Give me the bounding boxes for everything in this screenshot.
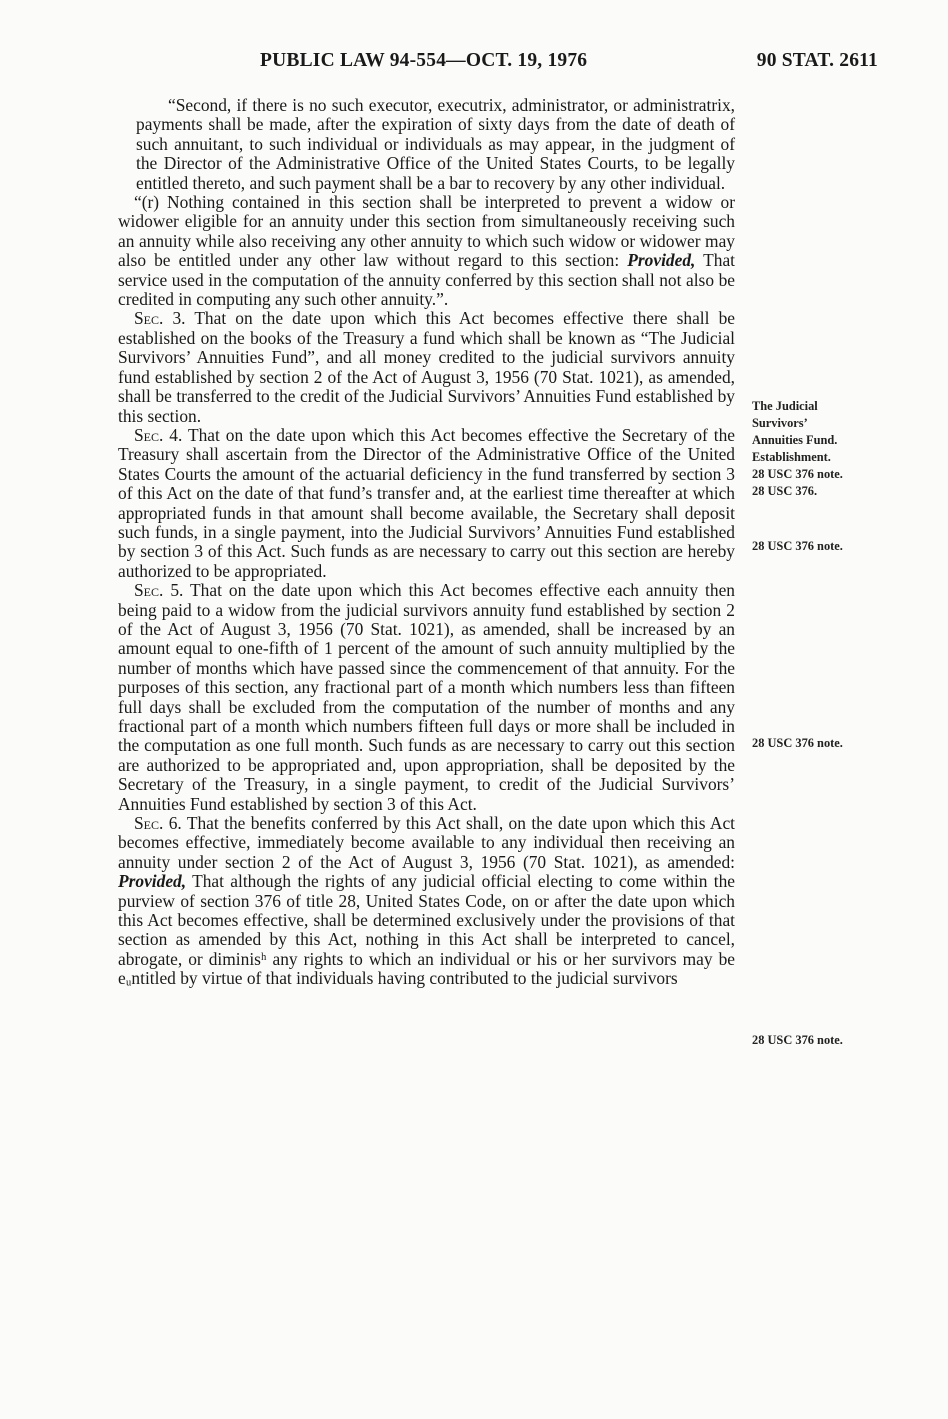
margin-note-sec5: 28 USC 376 note. [752, 736, 843, 750]
paragraph-subsection-r [118, 193, 735, 309]
section-label: Sec. 5. [134, 580, 184, 601]
paragraph-second-payments [118, 96, 735, 193]
section-text: That the benefits conferred by this Act shall, on the date upon which this Act becomes effective, immediately become available to any individual then receiving an annuity under section 2 of the Act of August 3, 1956 (70 Stat. 1021), as amended: [118, 813, 735, 872]
margin-note-judicial-survivors-fund [752, 398, 892, 500]
margin-note-line: 28 USC 376 note. [752, 467, 843, 481]
section-5 [118, 581, 735, 814]
section-label: Sec. 3. [134, 308, 186, 329]
header-title: PUBLIC LAW 94-554—OCT. 19, 1976 [260, 50, 588, 71]
margin-note-sec4: 28 USC 376 note. [752, 539, 843, 553]
header-stat-page: 90 STAT. 2611 [756, 50, 878, 71]
section-text: That on the date upon which this Act becomes effective the Secretary of the Treasury shall ascertain from the Director of the Administrative Office of the United States Courts the amount of the actuarial deficiency in the fund transferred by section 3 of this Act on the date of that fund’s transfer and, at the earliest time thereafter at which appropriated funds in that amount shall become available, the Secretary shall deposit such funds, in a single payment, into the Judicial Survivors’ Annuities Fund established by section 3 of this Act. Such funds as are necessary to carry out this section are hereby authorized to be appropriated. [118, 424, 735, 581]
margin-note-line: Annuities Fund. [752, 433, 838, 447]
section-3 [118, 309, 735, 425]
page-header [118, 50, 878, 78]
paragraph-text: “Second, if there is no such executor, executrix, administrator, or administratrix, payments shall be made, after the expiration of sixty days from the date of death of such annuitant, to such individual or individuals as may appear, in the judgment of the Director of the Administrative Office of the United States Courts, to be legally entitled thereto, and such payment shall be a bar to recovery by any other individual. [136, 95, 735, 193]
section-label: Sec. 6. [134, 813, 182, 834]
paragraph-text: That service used in the computation of the annuity conferred by this section shall not also be credited in computing any such other annuity.”. [118, 250, 735, 310]
provided-term: Provided, [627, 250, 696, 271]
paragraph-text: “(r) Nothing contained in this section shall be interpreted to prevent a widow or widower eligible for an annuity under this section from simultaneously receiving such an annuity while also receiving any other annuity to which such widow or widower may also be entitled under any other law without regard to this section: [118, 192, 735, 271]
section-text: That on the date upon which this Act becomes effective there shall be established on the books of the Treasury a fund which shall be known as “The Judicial Survivors’ Annuities Fund”, and all money credited to the judicial survivors annuity fund established by section 2 of the Act of August 3, 1956 (70 Stat. 1021), as amended, shall be transferred to the credit of the Judicial Survivors’ Annuities Fund established by this section. [118, 308, 735, 426]
section-4 [118, 426, 735, 581]
section-text: That on the date upon which this Act becomes effective each annuity then being paid to a widow from the judicial survivors annuity fund established by section 2 of the Act of August 3, 1956 (70 Stat. 1021), as amended, shall be increased by an amount equal to one-fifth of 1 percent of the amount of such annuity multiplied by the number of months which have passed since the commencement of that annuity. For the purposes of this section, any fractional part of a month which numbers less than fifteen full days shall be excluded from the computation of the number of months and any fractional part of a month which numbers fifteen full days or more shall be included in the computation as one full month. Such funds as are necessary to carry out this section are authorized to be appropriated and, upon appropriation, shall be deposited by the Secretary of the Treasury, in a single payment, to credit of the Judicial Survivors’ Annuities Fund established by section 3 of this Act. [118, 580, 735, 814]
section-6 [118, 814, 735, 989]
margin-note-sec6: 28 USC 376 note. [752, 1033, 843, 1047]
margin-note-line: Survivors’ [752, 416, 808, 430]
section-text: That although the rights of any judicial official electing to come within the purview of section 376 of title 28, United States Code, on or after the date upon which this Act becomes effective, shall be determined exclusively under the provisions of that section as amended by this Act, nothing in this Act shall be interpreted to cancel, abrogate, or diminisʰ any rights to which an individual or his or her survivors may be eᵤntitled by virtue of that individuals having contributed to the judicial survivors [118, 871, 735, 989]
body-text [118, 96, 735, 989]
provided-term: Provided, [118, 871, 187, 892]
section-label: Sec. 4. [134, 424, 183, 445]
margin-note-line: 28 USC 376. [752, 484, 818, 498]
margin-note-line: Establishment. [752, 450, 831, 464]
margin-note-line: The Judicial [752, 399, 818, 413]
